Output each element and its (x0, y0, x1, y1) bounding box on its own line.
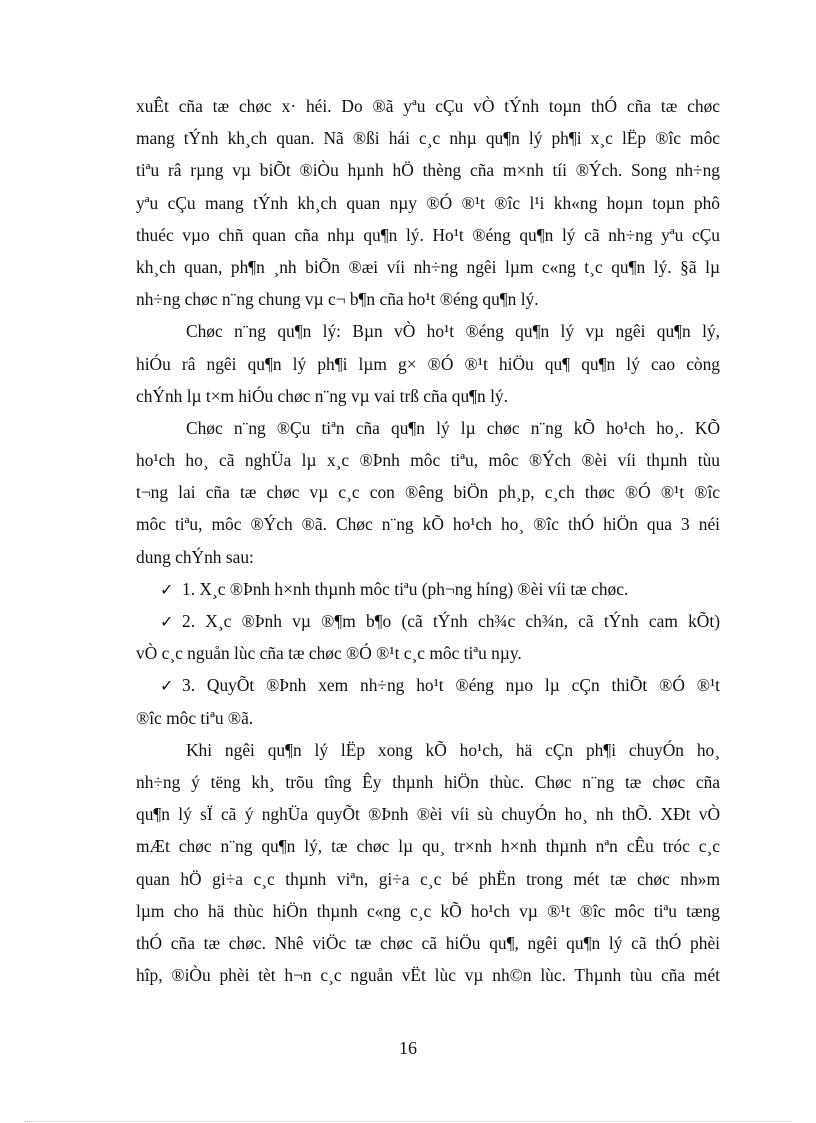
text-line: nh÷ng ý tëng kh¸ trõu tîng Êy thµnh hiÖn thùc. Chøc n¨ng tæ chøc cña (136, 771, 720, 792)
checklist-item (136, 669, 720, 701)
text-line: ho¹ch ho¸ cã nghÜa lµ x¸c ®Þnh môc tiªu, môc ®Ých ®èi víi thµnh tùu (136, 450, 720, 471)
checklist-text: 2. X¸c ®Þnh vµ ®¶m b¶o (cã tÝnh ch¾c ch¾n, cã tÝnh cam kÕt) (182, 611, 720, 631)
text-line: mÆt chøc n¨ng qu¶n lý, tæ chøc lµ qu¸ tr×nh h×nh thµnh nªn cÊu tróc c¸c (136, 836, 720, 857)
check-icon: ✓ (160, 579, 174, 599)
checklist-item (136, 573, 720, 605)
checklist-text: 3. QuyÕt ®Þnh xem nh÷ng ho¹t ®éng nµo lµ cÇn thiÕt ®Ó ®¹t (182, 675, 720, 696)
text-line: kh¸ch quan, ph¶n ¸nh biÕn ®æi víi nh÷ng ngêi lµm c«ng t¸c qu¶n lý. §ã lµ (136, 256, 720, 277)
text-line: môc tiªu, môc ®Ých ®ã. Chøc n¨ng kÕ ho¹ch ho¸ ®îc thÓ hiÖn qua 3 néi (136, 514, 720, 535)
text-line: Chøc n¨ng qu¶n lý: Bµn vÒ ho¹t ®éng qu¶n lý vµ ngêi qu¶n lý, (186, 321, 720, 342)
footer-divider (24, 1121, 792, 1122)
text-line: yªu cÇu mang tÝnh kh¸ch quan nµy ®Ó ®¹t ®îc l¹i kh«ng hoµn toµn phô (136, 192, 720, 213)
checklist-text: 1. X¸c ®Þnh h×nh thµnh môc tiªu (ph¬ng híng) ®èi víi tæ chøc. (182, 578, 629, 599)
text-line: qu¶n lý sÏ cã ý nghÜa quyÕt ®Þnh ®èi víi sù chuyÓn ho¸ nh thÕ. XÐt vÒ (136, 804, 720, 825)
text-line: mang tÝnh kh¸ch quan. Nã ®ßi hái c¸c nhµ qu¶n lý ph¶i x¸c lËp ®îc môc (136, 128, 720, 149)
text-line: t¬ng lai cña tæ chøc vµ c¸c con ®êng biÖn ph¸p, c¸ch thøc ®Ó ®¹t ®îc (136, 482, 720, 503)
text-line: hiÓu râ ngêi qu¶n lý ph¶i lµm g× ®Ó ®¹t hiÖu qu¶ qu¶n lý cao còng (136, 353, 720, 374)
text-line: tiªu râ rµng vµ biÕt ®iÒu hµnh hÖ thèng cña m×nh tíi ®Ých. Song nh÷ng (136, 160, 720, 181)
text-line: lµm cho hä thùc hiÖn thµnh c«ng c¸c kÕ ho¹ch vµ ®¹t ®îc môc tiªu tæng (136, 900, 720, 921)
check-icon: ✓ (160, 612, 174, 631)
checklist-item (136, 605, 720, 637)
text-line: Khi ngêi qu¶n lý lËp xong kÕ ho¹ch, hä cÇn ph¶i chuyÓn ho¸ (186, 739, 720, 760)
text-line: dung chÝnh sau: (136, 546, 254, 567)
text-line: chÝnh lµ t×m hiÓu chøc n¨ng vµ vai trß cña qu¶n lý. (136, 385, 508, 406)
text-line: nh÷ng chøc n¨ng chung vµ c¬ b¶n cña ho¹t ®éng qu¶n lý. (136, 289, 539, 310)
checklist-continuation: vÒ c¸c nguån lùc cña tæ chøc ®Ó ®¹t c¸c môc tiªu nµy. (136, 643, 522, 664)
checklist-continuation: ®îc môc tiªu ®ã. (136, 707, 254, 728)
text-line: xuÊt cña tæ chøc x· héi. Do ®ã yªu cÇu vÒ tÝnh toµn thÓ cña tæ chøc (136, 96, 720, 116)
text-line: hîp, ®iÒu phèi tèt h¬n c¸c nguån vËt lùc vµ nh©n lùc. Thµnh tùu cña mét (136, 965, 720, 986)
text-line: thÓ cña tæ chøc. Nhê viÖc tæ chøc cã hiÖu qu¶, ngêi qu¶n lý cã thÓ phèi (136, 932, 720, 953)
check-icon: ✓ (160, 676, 174, 696)
text-line: thuéc vµo chñ quan cña nhµ qu¶n lý. Ho¹t ®éng qu¶n lý cã nh÷ng yªu cÇu (136, 224, 720, 245)
text-line: quan hÖ gi÷a c¸c thµnh viªn, gi÷a c¸c bé phËn trong mét tæ chøc nh»m (136, 868, 720, 889)
body-text (136, 90, 720, 991)
text-line: Chøc n¨ng ®Çu tiªn cña qu¶n lý lµ chøc n¨ng kÕ ho¹ch ho¸. KÕ (186, 417, 720, 438)
page-number: 16 (399, 1038, 417, 1058)
